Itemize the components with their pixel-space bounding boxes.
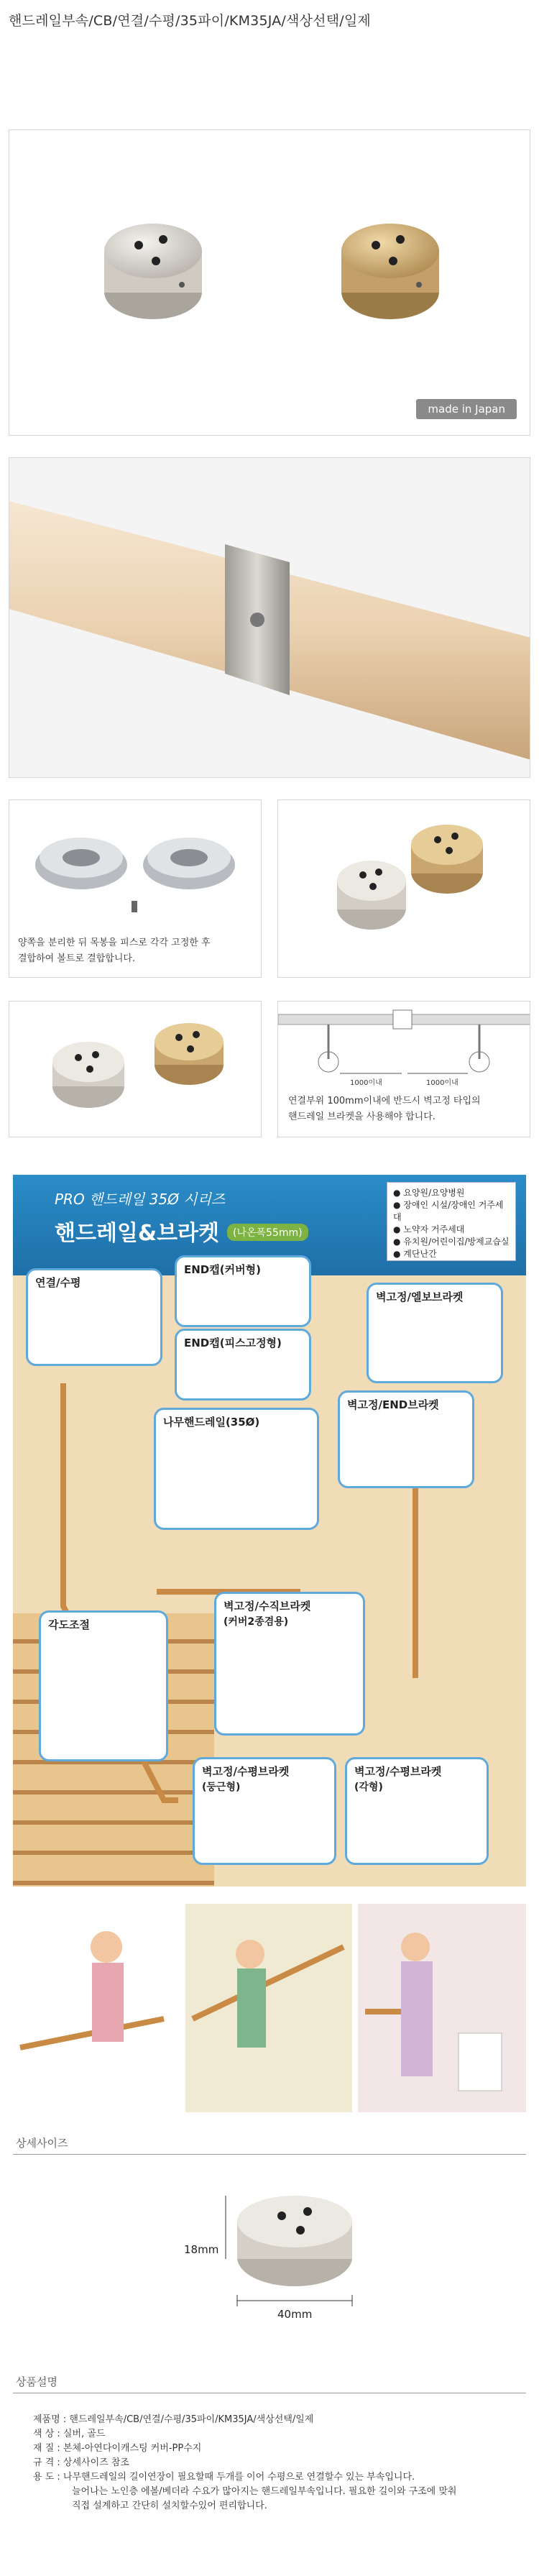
photo-caps-pair: [9, 1001, 262, 1137]
size-width-label: 40mm: [277, 2308, 313, 2321]
photo-separated-parts: [9, 799, 262, 978]
caption-separated: 양쪽을 분리한 뒤 목봉을 피스로 각각 고정한 후 결합하여 볼트로 결합합니다.: [18, 938, 211, 964]
card-endcap-screw: END캡(피스고정형): [175, 1329, 311, 1401]
size-divider: [13, 2154, 526, 2155]
spec-row: 색 상 : 실버, 골드: [33, 2429, 106, 2439]
dimension-label-right: 1000이내: [426, 1079, 459, 1087]
card-horiz-square: 벽고정/수평브라켓 (각형): [345, 1757, 489, 1865]
card-connect: 연결/수평: [26, 1268, 162, 1366]
gold-cap: [341, 224, 439, 319]
spec-row: 규 격 : 상세사이즈 참조: [33, 2457, 129, 2468]
caps-illustration: [9, 130, 530, 436]
poster-series-title: PRO 핸드레일 35Ø 시리즈: [55, 1191, 226, 1208]
card-wall-elbow: 벽고정/엘보브라켓: [367, 1283, 503, 1383]
silver-cap: [104, 224, 202, 319]
product-photo-caps: [9, 129, 530, 436]
poster-headline: 핸드레일&브라켓: [55, 1221, 220, 1246]
usage-item: ● 계단난간: [393, 1249, 437, 1259]
spec-row: 재 질 : 본체-아연다이캐스팅 커버-PP수지: [33, 2443, 202, 2454]
usage-item: ● 요양원/요양병원: [393, 1188, 465, 1198]
installation-drawing: [278, 1001, 530, 1088]
rail-illustration: [9, 458, 530, 778]
assembled-caps-illustration: [278, 800, 530, 978]
usage-item: ● 유치원/어린이집/방제교습실: [393, 1237, 510, 1247]
caps-pair-illustration: [9, 1001, 262, 1137]
size-heading: 상세사이즈: [16, 2137, 68, 2150]
size-drawing: [216, 2178, 431, 2322]
poster-width-tag: (나온폭55mm): [227, 1224, 308, 1241]
page-title: 핸드레일부속/CB/연결/수평/35파이/KM35JA/색상선택/일제: [9, 13, 371, 29]
card-wall-end: 벽고정/END브라켓: [338, 1390, 474, 1488]
usage-item: ● 장애인 시설/장애인 거주세대: [393, 1200, 504, 1222]
description-heading: 상품설명: [16, 2375, 57, 2388]
usage-illustration-drawing: [13, 1904, 526, 2112]
spec-row-cont: 직접 설계하고 간단히 설치할수있어 편리합니다.: [72, 2501, 267, 2511]
installation-diagram: [277, 1001, 530, 1137]
caption-installation: 연결부위 100mm이내에 반드시 벽고정 타입의 핸드레일 브라켓을 사용해야 합니다.: [288, 1096, 481, 1122]
dimension-label-left: 1000이내: [350, 1079, 382, 1087]
made-in-japan-badge: made in Japan: [416, 399, 517, 419]
card-wood-rail: 나무핸드레일(35Ø): [154, 1408, 319, 1530]
separated-parts-illustration: [9, 800, 262, 930]
card-angle: 각도조절: [39, 1610, 168, 1761]
size-height-label: 18mm: [184, 2243, 219, 2256]
card-endcap-cover: END캡(커버형): [175, 1255, 311, 1327]
spec-row: 용 도 : 나무핸드레일의 길이연장이 필요할때 두개를 이어 수평으로 연결할수 있는 부속입니다.: [33, 2472, 415, 2483]
card-vertical: 벽고정/수직브라켓 (커버2종겸용): [214, 1592, 365, 1736]
photo-assembled-caps: [277, 799, 530, 978]
spec-row: 제품명 : 핸드레일부속/CB/연결/수평/35파이/KM35JA/색상선택/일제: [33, 2414, 314, 2425]
spec-row-cont: 늘어나는 노인층 에볼/베더라 수요가 많아지는 핸드레일부속입니다. 필요한 길이와 구조에 맞춰: [72, 2486, 457, 2497]
product-series-poster: [13, 1175, 526, 1887]
usage-illustrations: [13, 1904, 526, 2112]
product-photo-rail: [9, 457, 530, 778]
usage-item: ● 노약자 거주세대: [393, 1224, 465, 1234]
card-horiz-round: 벽고정/수평브라켓 (둥근형): [193, 1757, 336, 1865]
